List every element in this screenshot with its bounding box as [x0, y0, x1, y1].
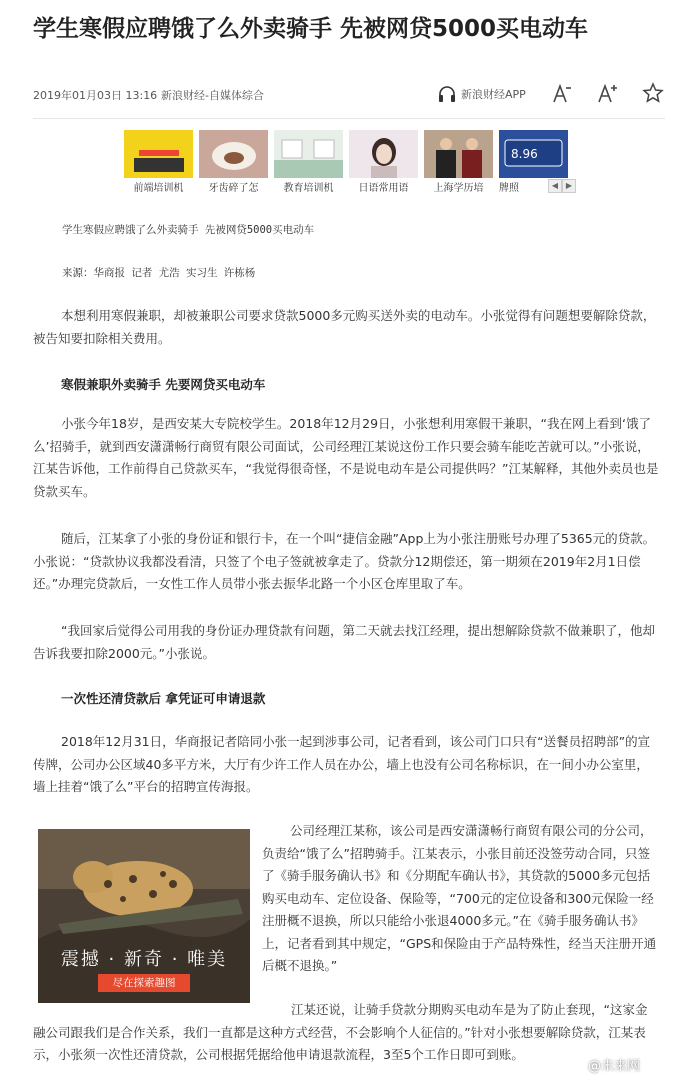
article-title: 学生寒假应聘饿了么外卖骑手 先被网贷5000买电动车 — [33, 16, 589, 42]
paragraph: 随后，江某拿了小张的身份证和银行卡，在一个叫“捷信金融”App上为小张注册账号办理了5365元的贷款。小张说：“贷款协议我都没看清，只签了个电子签就被拿走了。贷款分12期偿还，第一期须在2019年2月1日偿还。”办理完贷款后，一女性工作人员带小张去振华北路一个小区仓库里取了车。 — [33, 531, 656, 591]
next-arrow-icon[interactable]: ▶ — [562, 179, 576, 193]
font-larger-icon[interactable] — [595, 82, 619, 106]
font-smaller-icon[interactable] — [549, 82, 573, 106]
recommend-strip — [124, 130, 574, 194]
watermark-text: @未来网 — [588, 1059, 641, 1074]
subheading: 一次性还清贷款后 拿凭证可申请退款 — [61, 691, 266, 706]
ad-banner[interactable] — [38, 829, 250, 1003]
thumbnail-image — [124, 130, 193, 178]
recommend-item[interactable] — [199, 130, 268, 194]
intro-title: 学生寒假应聘饿了么外卖骑手 先被网贷5000买电动车 — [62, 224, 315, 236]
publish-date: 2019年01月03日 13:16 — [33, 89, 158, 102]
paragraph: 公司经理江某称，该公司是西安潇潇畅行商贸有限公司的分公司，负责给“饿了么”招聘骑手。江某表示，小张目前还没签劳动合同，只签了《骑手服务确认书》和《分期配车确认书》，其贷款的5000多元包括购买电动车、定位设备、保险等，“700元的定位设备和300元保险一经注册概不退换，所以只能给小张退4000多元。”在《骑手服务确认书》上，记者看到其中规定，“GPS和保险由于产品特殊性，经当天注册开通后概不退换。” — [262, 823, 657, 973]
recommend-item[interactable] — [274, 130, 343, 194]
thumbnail-caption: 日语常用语 — [358, 183, 409, 194]
article-meta — [33, 82, 665, 106]
thumbnail-image — [274, 130, 343, 178]
thumbnail-image — [349, 130, 418, 178]
thumbnail-caption: 上海学历培 — [433, 183, 484, 194]
divider — [33, 118, 665, 119]
app-download-link[interactable] — [437, 82, 526, 106]
paragraph: 江某还说，让骑手贷款分期购买电动车是为了防止套现，“这家金融公司跟我们是合作关系，我们一直都是这种方式经营，不会影响个人征信的。”针对小张想要解除贷款，江某表示，小张须一次性还清贷款，公司根据凭据给他申请退款流程，3至5个工作日即可到账。 — [33, 1002, 648, 1062]
paragraph: 小张今年18岁，是西安某大专院校学生。2018年12月29日，小张想利用寒假干兼职，“我在网上看到‘饿了么’招骑手，就到西安潇潇畅行商贸有限公司面试，公司经理江某说这份工作只要会骑车能吃苦就可以。”小张说，江某告诉他，工作前得自己贷款买车，“我觉得很奇怪，不是说电动车是公司提供吗？”江某解释，其他外卖员也是贷款买车。 — [33, 416, 659, 499]
article-source[interactable]: 新浪财经-自媒体综合 — [161, 89, 264, 102]
thumbnail-image — [199, 130, 268, 178]
thumbnail-caption: 教育培训机 — [283, 183, 334, 194]
paragraph: “我回家后觉得公司用我的身份证办理贷款有问题，第二天就去找江经理，提出想解除贷款不做兼职了，他却告诉我要扣除2000元。”小张说。 — [33, 623, 655, 661]
paragraph: 2018年12月31日，华商报记者陪同小张一起到涉事公司，记者看到，该公司门口只有“送餐员招聘部”的宣传牌，公司办公区域40多平方米，大厅有少许工作人员在办公，墙上也没有公司名称标识，在一间小办公室里，墙上挂着“饿了么”平台的招聘宣传海报。 — [33, 734, 651, 794]
watermark — [588, 1055, 640, 1074]
thumbnail-caption: 前端培训机 — [133, 183, 184, 194]
paragraph: 本想利用寒假兼职，却被兼职公司要求贷款5000多元购买送外卖的电动车。小张觉得有问题想要解除贷款，被告知要扣除相关费用。 — [33, 308, 656, 346]
recommend-item[interactable] — [349, 130, 418, 194]
thumbnail-caption: 牌照 — [499, 183, 519, 194]
headphones-icon — [437, 85, 457, 103]
byline: 来源：华商报 记者 尤浩 实习生 许栋杨 — [62, 267, 256, 279]
app-label: 新浪财经APP — [461, 88, 526, 101]
prev-arrow-icon[interactable]: ◀ — [548, 179, 562, 193]
ad-headline: 震撼 · 新奇 · 唯美 — [60, 949, 228, 970]
thumbnail-image — [424, 130, 493, 178]
thumbnail-caption: 牙齿碎了怎 — [208, 183, 259, 194]
svg-text:8.96: 8.96 — [511, 147, 538, 161]
favorite-star-icon[interactable] — [642, 82, 664, 104]
thumbnail-image — [499, 130, 568, 178]
recommend-item[interactable] — [124, 130, 193, 194]
ad-button[interactable]: 尽在探索趣图 — [98, 974, 190, 992]
recommend-item[interactable] — [424, 130, 493, 194]
subheading: 寒假兼职外卖骑手 先要网贷买电动车 — [61, 377, 266, 392]
